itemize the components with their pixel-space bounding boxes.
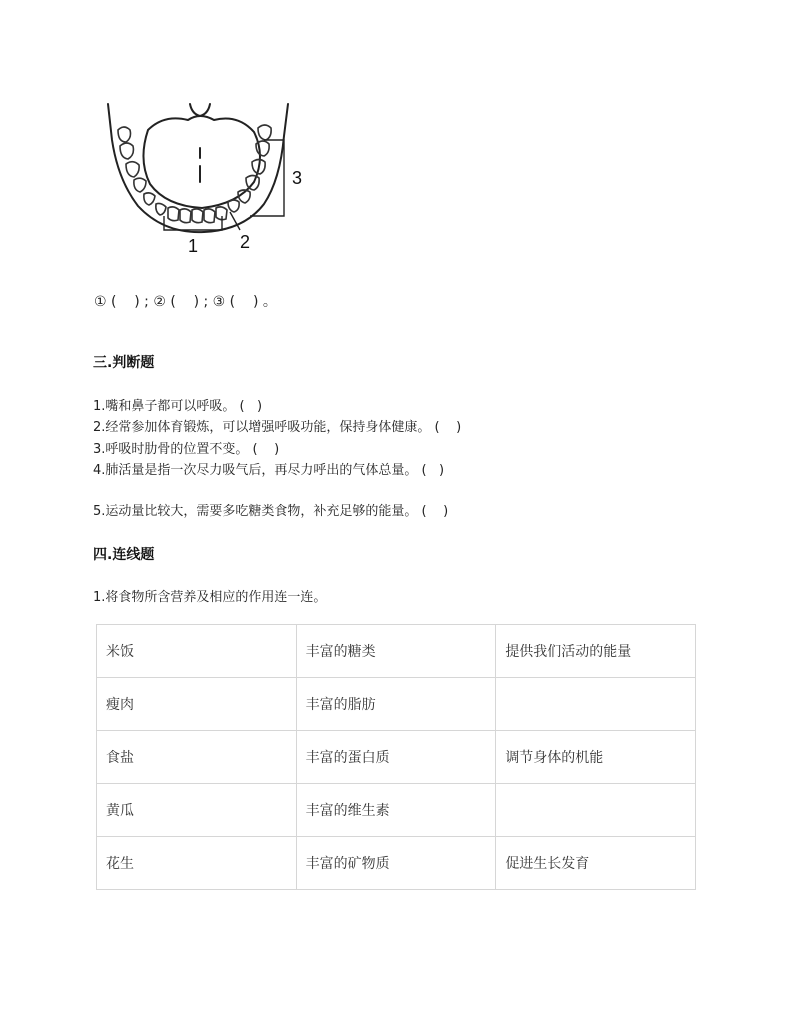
figure-label-2: 2 xyxy=(240,232,251,252)
section-title-judgement: 三.判断题 xyxy=(93,355,155,371)
matching-table xyxy=(96,624,696,890)
function-cell: 调节身体的机能 xyxy=(496,731,696,784)
uvula-shape xyxy=(190,104,210,116)
table-row xyxy=(97,784,696,837)
judgement-question-3: 3.呼吸时肋骨的位置不变。 ( ) xyxy=(93,442,280,457)
function-cell xyxy=(496,784,696,837)
judgement-question-2: 2.经常参加体育锻炼，可以增强呼吸功能，保持身体健康。 ( ) xyxy=(93,420,462,435)
function-cell xyxy=(496,678,696,731)
mouth-diagram-svg xyxy=(104,100,326,260)
nutrient-cell: 丰富的蛋白质 xyxy=(296,731,496,784)
nutrient-cell: 丰富的糖类 xyxy=(296,625,496,678)
function-cell: 提供我们活动的能量 xyxy=(496,625,696,678)
figure-label-3: 3 xyxy=(292,168,303,188)
nutrient-cell: 丰富的矿物质 xyxy=(296,837,496,890)
food-cell: 瘦肉 xyxy=(97,678,297,731)
judgement-question-4: 4.肺活量是指一次尽力吸气后，再尽力呼出的气体总量。 ( ) xyxy=(93,463,445,478)
figure-label-1: 1 xyxy=(188,236,199,256)
food-cell: 花生 xyxy=(97,837,297,890)
table-row xyxy=(97,625,696,678)
judgement-question-1: 1.嘴和鼻子都可以呼吸。 ( ) xyxy=(93,399,263,414)
food-cell: 米饭 xyxy=(97,625,297,678)
function-cell: 促进生长发育 xyxy=(496,837,696,890)
mouth-diagram xyxy=(104,100,326,260)
matching-instruction: 1.将食物所含营养及相应的作用连一连。 xyxy=(93,590,327,605)
tongue-shape xyxy=(143,116,260,208)
table-row xyxy=(97,678,696,731)
teeth-left xyxy=(118,127,166,215)
food-cell: 食盐 xyxy=(97,731,297,784)
nutrient-cell: 丰富的脂肪 xyxy=(296,678,496,731)
section-title-matching: 四.连线题 xyxy=(93,547,155,563)
food-cell: 黄瓜 xyxy=(97,784,297,837)
fill-blanks-line: ① ( ) ; ② ( ) ; ③ ( ) 。 xyxy=(94,294,277,310)
jaw-outline xyxy=(108,104,288,232)
judgement-question-5: 5.运动量比较大，需要多吃糖类食物，补充足够的能量。 ( ) xyxy=(93,504,449,519)
teeth-front xyxy=(168,207,227,223)
table-row xyxy=(97,837,696,890)
nutrient-cell: 丰富的维生素 xyxy=(296,784,496,837)
table-row xyxy=(97,731,696,784)
